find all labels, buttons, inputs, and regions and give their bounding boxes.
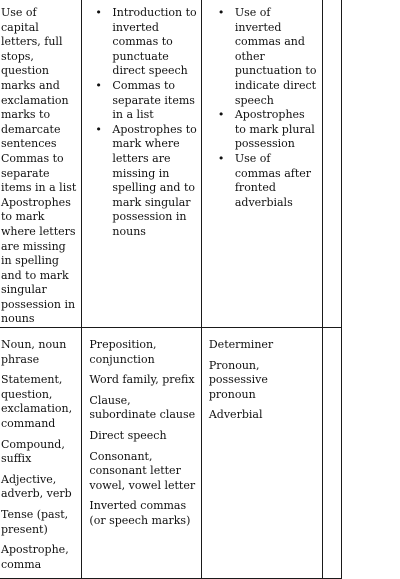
table-cell <box>201 0 322 328</box>
terminology-list <box>0 328 81 572</box>
table-cell <box>323 0 342 328</box>
list-item: Word family, prefix <box>89 373 195 387</box>
table-row-terminology <box>0 328 342 579</box>
terminology-list <box>202 328 322 423</box>
list-item: Determiner <box>208 338 274 352</box>
list-item: • Apostrophes to mark where letters are missing in spelling and to mark singular possession in nouns <box>112 123 196 240</box>
punctuation-list <box>0 0 81 327</box>
table-row-punctuation <box>0 0 342 328</box>
list-item: Preposition, conjunction <box>89 338 157 366</box>
list-item: • Commas to separate items in a list <box>1 152 77 196</box>
list-item: • Commas to separate items in a list <box>112 79 196 123</box>
table-cell <box>201 328 322 579</box>
punctuation-list <box>202 0 322 210</box>
list-item: • Introduction to inverted commas to punctuate direct speech <box>112 6 196 79</box>
punctuation-list <box>82 0 200 240</box>
list-item: Pronoun, possessive pronoun <box>208 358 268 401</box>
list-item: Noun, noun phrase <box>1 338 67 366</box>
list-item: Adjective, adverb, verb <box>1 472 72 501</box>
list-item: Adverbial <box>208 408 263 422</box>
list-item: Statement, question, exclamation, command <box>1 373 73 431</box>
list-item: • Use of inverted commas and other punctuation to indicate direct speech <box>235 6 318 108</box>
list-item: Clause, subordinate clause <box>89 393 196 422</box>
list-item: • Use of capital letters, full stops, question marks and exclamation marks to demarcate sentences <box>1 6 77 152</box>
table-cell <box>82 328 201 579</box>
list-item: Direct speech <box>89 429 167 443</box>
table-cell <box>323 328 342 579</box>
list-item: Inverted commas (or speech marks) <box>89 499 191 527</box>
list-item: • Use of commas after fronted adverbials <box>235 152 318 210</box>
list-item: • Apostrophes to mark plural possession <box>235 108 318 152</box>
list-item: Compound, suffix <box>1 437 65 466</box>
table-cell <box>0 0 82 328</box>
table-cell <box>0 328 82 579</box>
list-item: • Apostrophes to mark where letters are missing in spelling and to mark singular possession in nouns <box>1 196 77 327</box>
list-item: Apostrophe, comma <box>1 543 69 571</box>
table-cell <box>82 0 201 328</box>
terminology-list <box>82 328 200 529</box>
list-item: Consonant, consonant letter vowel, vowel letter <box>89 449 196 492</box>
list-item: Tense (past, present) <box>1 508 69 536</box>
